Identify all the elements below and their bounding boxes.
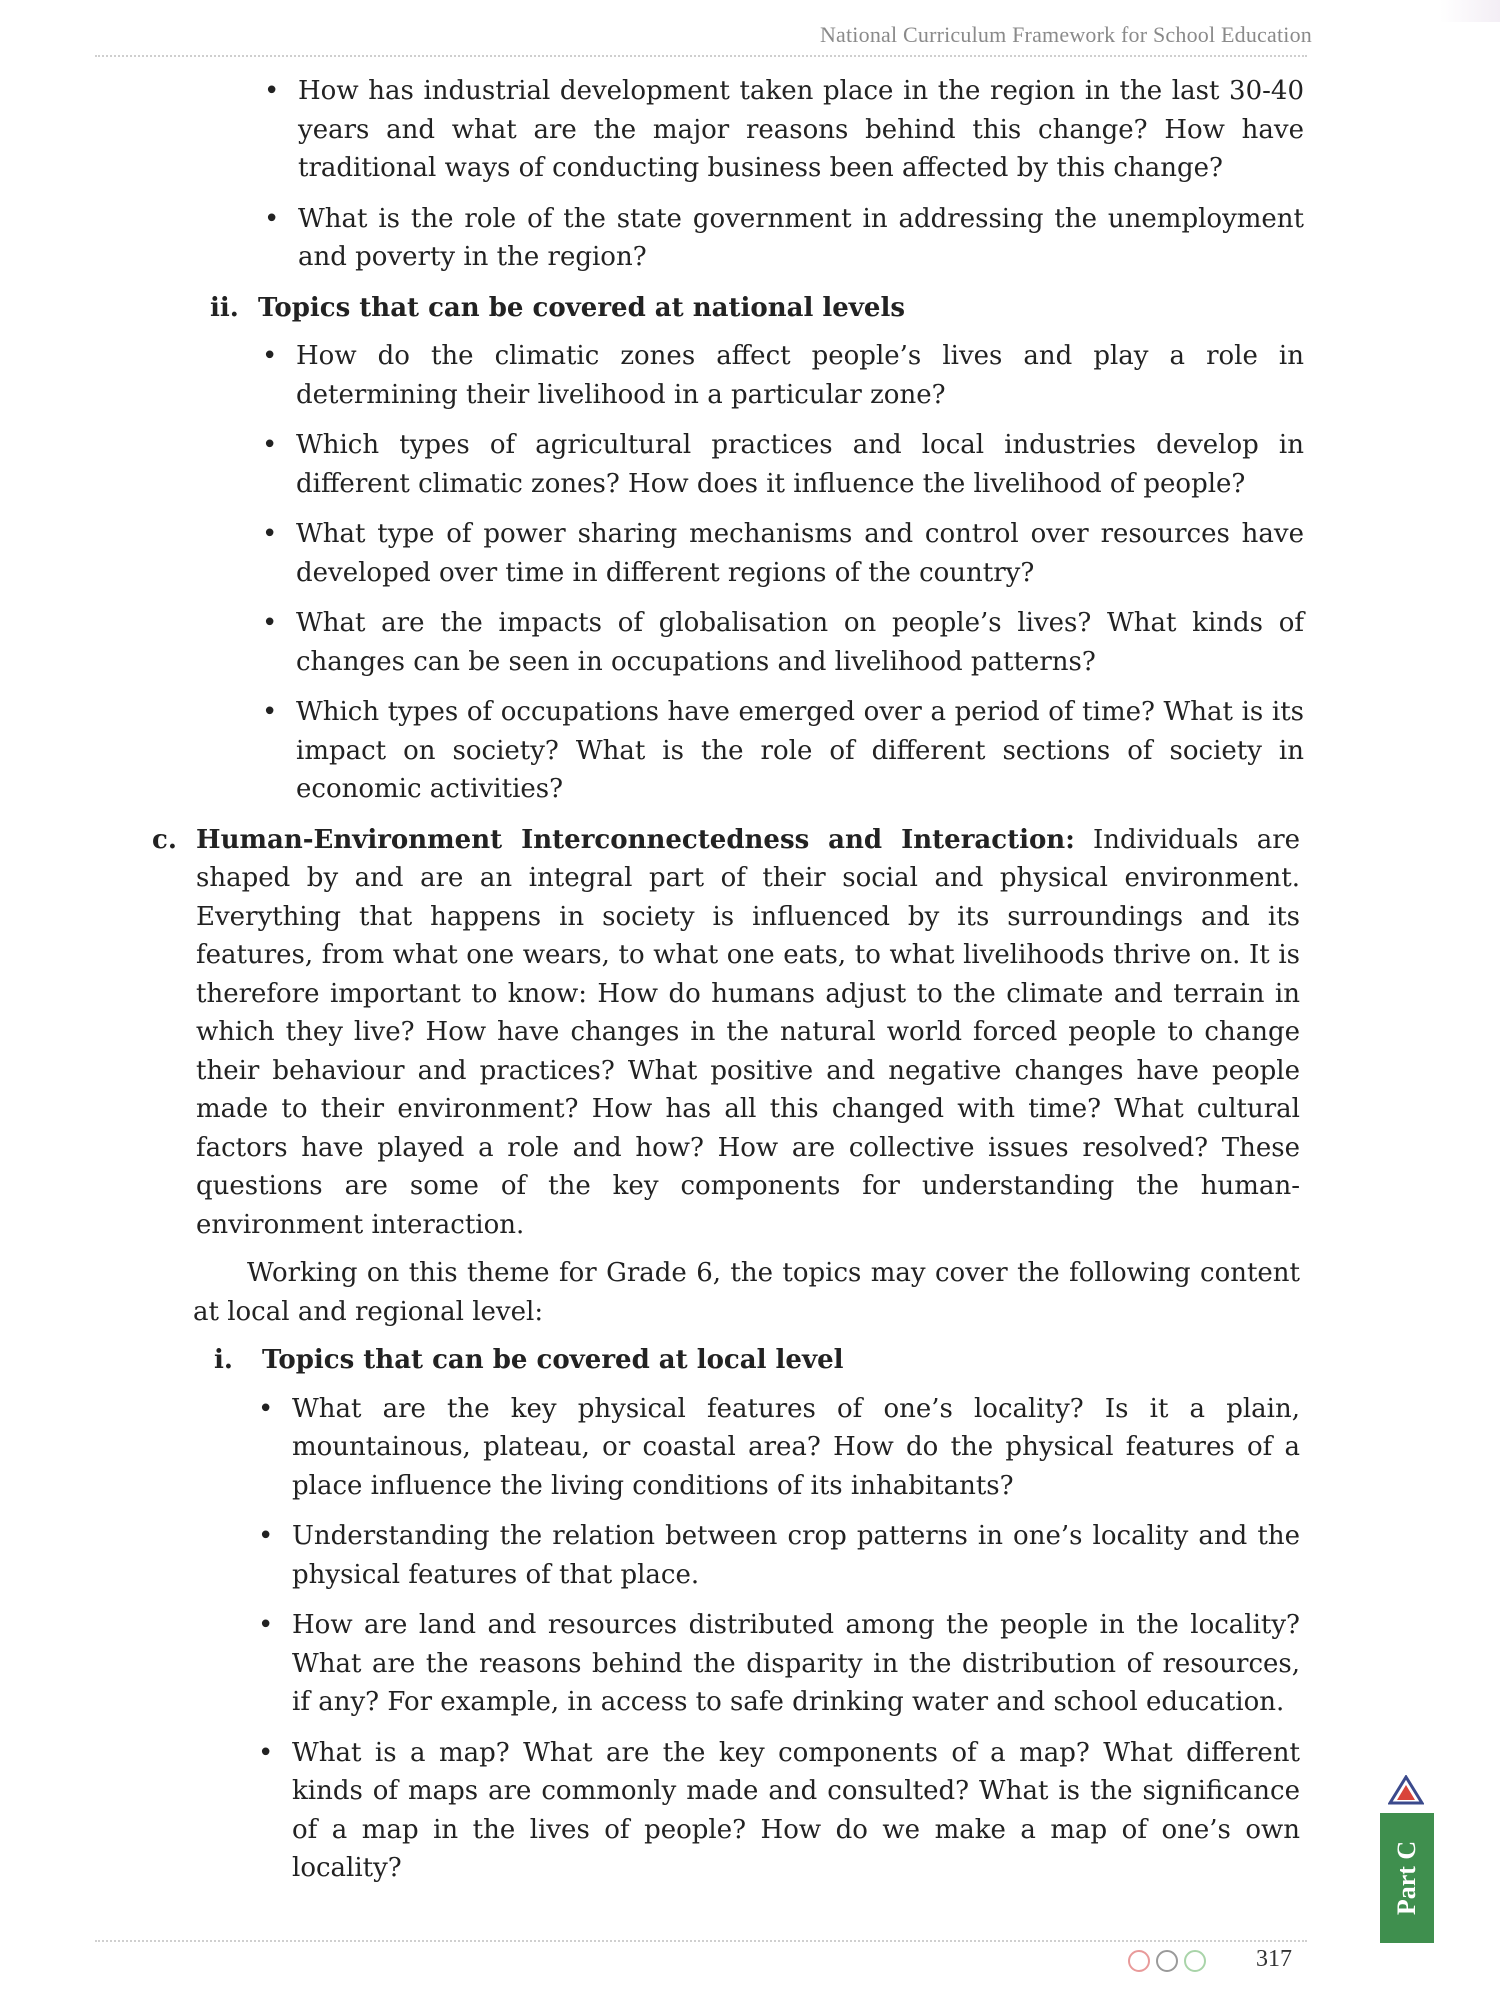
list-item: • Which types of agricultural practices and local industries develop in different climatic zones? How does it influence the livelihood of people? (296, 426, 1304, 503)
footer-logos (1128, 1950, 1206, 1972)
bullet-icon: • (262, 608, 278, 638)
bullet-icon: • (258, 1610, 274, 1640)
subheading-national-levels (210, 289, 1500, 328)
bullet-list-local (258, 1390, 1300, 1888)
list-item: • What is the role of the state government in addressing the unemployment and poverty in the region? (298, 200, 1304, 277)
list-item: • How do the climatic zones affect people’s lives and play a role in determining their livelihood in a particular zone? (296, 337, 1304, 414)
list-item: • Which types of occupations have emerged over a period of time? What is its impact on society? What is the role of different sections of society in economic activities? (296, 693, 1304, 809)
bullet-icon: • (258, 1737, 274, 1768)
bullet-icon: • (262, 697, 278, 727)
bullet-icon: • (262, 519, 278, 549)
subheading-text: Topics that can be covered at local level (262, 1345, 844, 1375)
circle-logo-icon (1184, 1950, 1206, 1972)
bullet-icon: • (258, 1393, 274, 1424)
triangle-logo-icon (1388, 1775, 1424, 1809)
section-lead: Human-Environment Interconnectedness and Interaction: (196, 824, 1075, 855)
list-item: • How has industrial development taken place in the region in the last 30-40 years and what are the major reasons behind this change? How have traditional ways of conducting business been affected by this change? (298, 72, 1304, 188)
bullet-icon: • (262, 430, 278, 460)
circle-logo-icon (1128, 1950, 1150, 1972)
part-tab (1380, 1813, 1434, 1943)
section-body: Individuals are shaped by and are an integral part of their social and physical environment. Everything that happens in society is influenced by its surroundings and its features, from what one wears, to what one eats, to what livelihoods thrive on. It is therefore important to know: How do humans adjust to the climate and terrain in which they live? How have changes in the natural world forced people to change their behaviour and practices? What positive and negative changes have people made to their environment? How has all this changed with time? What cultural factors have played a role and how? How are collective issues resolved? These questions are some of the key components for understanding the human-environment interaction. (196, 824, 1301, 1240)
subheading-local-level (214, 1341, 1500, 1380)
page-content (0, 72, 1500, 1900)
bullet-icon: • (264, 203, 280, 234)
page-corner-shade (1440, 0, 1500, 22)
bullet-icon: • (258, 1521, 274, 1551)
header-divider (95, 55, 1307, 57)
bullet-list-continued (264, 72, 1304, 277)
list-item: • How are land and resources distributed among the people in the locality? What are the reasons behind the disparity in the distribution of resources, if any? For example, in access to safe drinking water and school education. (292, 1606, 1300, 1722)
running-header: National Curriculum Framework for School Education (819, 22, 1312, 47)
list-item: • What is a map? What are the key components of a map? What different kinds of maps are commonly made and consulted? What is the significance of a map in the lives of people? How do we make a map of one’s own locality? (292, 1734, 1300, 1888)
subheading-numeral: i. (214, 1345, 233, 1375)
subheading-text: Topics that can be covered at national levels (258, 292, 905, 323)
section-c-paragraph (152, 821, 1301, 1245)
working-paragraph: Working on this theme for Grade 6, the topics may cover the following content at local and regional level: (193, 1258, 1300, 1327)
list-item: • What are the impacts of globalisation on people’s lives? What kinds of changes can be seen in occupations and livelihood patterns? (296, 604, 1304, 681)
bullet-icon: • (264, 76, 280, 106)
section-letter: c. (152, 824, 177, 855)
footer-divider (95, 1940, 1307, 1942)
part-tab-label: Part C (1392, 1840, 1422, 1916)
bullet-icon: • (262, 341, 278, 371)
list-item: • What type of power sharing mechanisms and control over resources have developed over time in different regions of the country? (296, 515, 1304, 592)
page-number: 317 (1256, 1946, 1292, 1972)
subheading-numeral: ii. (210, 292, 239, 323)
list-item: • Understanding the relation between crop patterns in one’s locality and the physical features of that place. (292, 1517, 1300, 1594)
list-item: • What are the key physical features of one’s locality? Is it a plain, mountainous, plateau, or coastal area? How do the physical features of a place influence the living conditions of its inhabitants? (292, 1390, 1300, 1506)
bullet-list-national (262, 337, 1304, 809)
circle-logo-icon (1156, 1950, 1178, 1972)
